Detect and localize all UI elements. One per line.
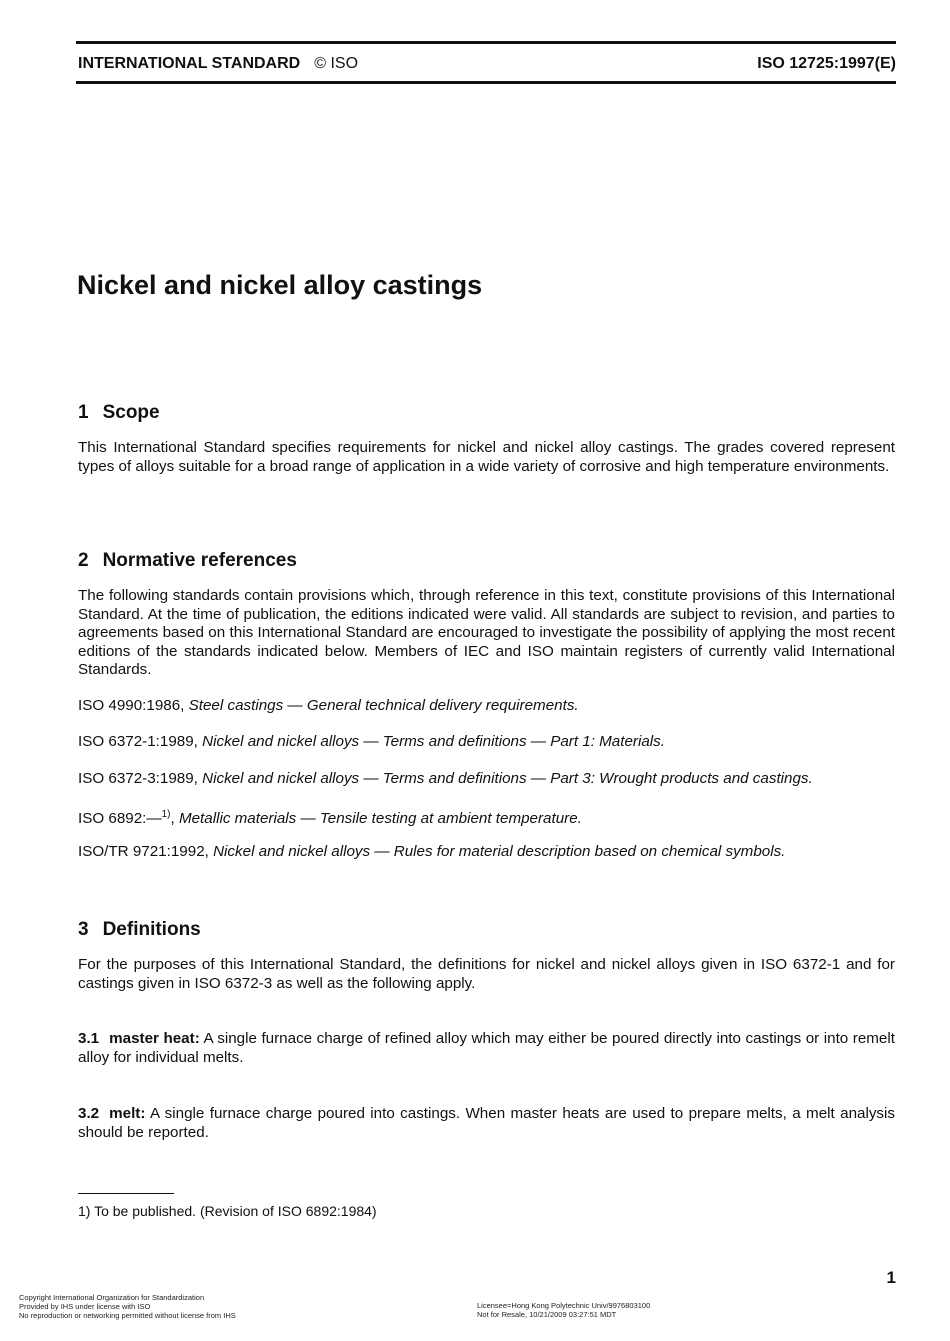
reference-id: ISO 6372-1:1989, [78,733,198,750]
section-title: Definitions [102,919,201,940]
copyright-notice [19,1293,236,1320]
definition-term: master heat: [109,1030,200,1047]
reference-item [78,770,895,789]
normative-paragraph: The following standards contain provisions which, through reference in this text, constitute provisions of this International Standard. At the time of publication, the editions indicated were valid. All standards are subject to revision, and parties to agreements based on this International Standard are encouraged to investigate the possibility of applying the most recent editions of the standards indicated below. Members of IEC and ISO maintain registers of currently valid International Standards. [78,587,895,679]
footnote-marker: 1) [161,809,171,820]
reference-title: Steel castings — General technical delivery requirements. [188,697,579,714]
reference-id: ISO 6892:— [78,810,162,828]
page-number: 1 [886,1268,896,1287]
definition-item-melt [78,1105,895,1142]
reference-id: ISO 6372-3:1989, [78,770,198,787]
header-bottom-rule [76,81,896,84]
header-top-rule [76,41,896,44]
reference-item [78,806,895,829]
reference-item [78,843,895,862]
standard-label: INTERNATIONAL STANDARD [78,55,301,72]
section-heading-normative-references [78,550,297,572]
scope-paragraph: This International Standard specifies requirements for nickel and nickel alloy castings. The grades covered represent types of alloys suitable for a broad range of application in a wide variety of corrosive and high temperature environments. [78,439,895,475]
section-heading-scope [78,402,160,424]
section-heading-definitions [78,919,201,941]
licensee-line: Licensee=Hong Kong Polytechnic Univ/9976803100 [477,1301,651,1310]
header-left [78,55,358,73]
definitions-paragraph: For the purposes of this International Standard, the definitions for nickel and nickel alloys given in ISO 6372-1 and for castings given in ISO 6372-3 as well as the following apply. [78,956,895,992]
section-title: Scope [102,402,160,423]
copyright-line: Copyright International Organization for Standardization [19,1293,205,1302]
document-id: ISO 12725:1997(E) [757,55,896,72]
definition-number: 3.1 [78,1030,100,1047]
section-title: Normative references [102,550,297,571]
footnote: 1) To be published. (Revision of ISO 6892:1984) [78,1203,377,1219]
reference-id: ISO 4990:1986, [78,697,185,714]
licensee-notice [477,1301,650,1319]
reference-title: Nickel and nickel alloys — Terms and definitions — Part 1: Materials. [202,733,665,750]
definition-text: A single furnace charge poured into castings. When master heats are used to prepare melts, a melt analysis should be reported. [78,1105,895,1141]
reference-item [78,733,895,752]
section-number: 1 [78,402,89,423]
license-line: Provided by IHS under license with ISO [19,1302,151,1311]
document-title: Nickel and nickel alloy castings [77,270,483,300]
footnote-rule [78,1193,174,1194]
reference-title: Nickel and nickel alloys — Rules for material description based on chemical symbols. [213,843,786,860]
definition-term: melt: [109,1105,146,1122]
resale-line: Not for Resale, 10/21/2009 03:27:51 MDT [477,1310,617,1319]
definition-number: 3.2 [78,1105,100,1122]
page-header [76,55,896,75]
section-number: 2 [78,550,89,571]
reference-id: ISO/TR 9721:1992, [78,843,209,860]
reference-item [78,697,895,716]
iso-copyright-mark: © ISO [314,55,359,72]
reference-separator: , [170,810,175,828]
definition-item-master-heat [78,1030,895,1067]
reproduction-line: No reproduction or networking permitted without license from IHS [19,1311,236,1320]
definition-text: A single furnace charge of refined alloy which may either be poured directly into castings or into remelt alloy for individual melts. [78,1030,895,1066]
section-number: 3 [78,919,89,940]
reference-title: Nickel and nickel alloys — Terms and definitions — Part 3: Wrought products and castings. [202,770,813,787]
reference-title: Metallic materials — Tensile testing at ambient temperature. [178,810,582,828]
